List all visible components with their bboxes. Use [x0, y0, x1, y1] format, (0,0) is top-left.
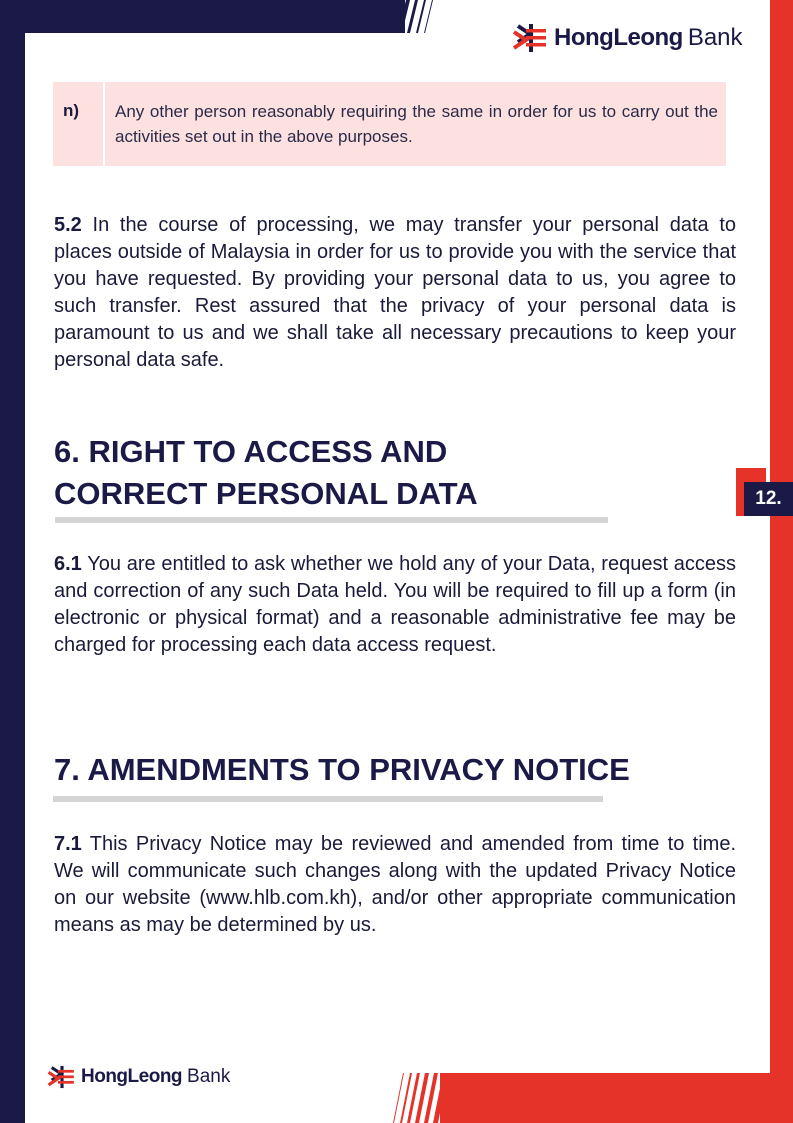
list-item-text: Any other person reasonably requiring the same in order for us to carry out the activities set out in the above purposes.: [115, 102, 718, 146]
section-6-heading: [54, 431, 478, 515]
section-5-2-paragraph: [54, 212, 736, 374]
hong-leong-logo-icon: [512, 20, 550, 56]
clause-number: 5.2: [54, 214, 82, 236]
hong-leong-logo-icon: [47, 1062, 77, 1092]
bottom-stripes-decoration: [393, 1073, 463, 1123]
right-border-bar: [770, 0, 793, 1123]
top-border-bar: [0, 0, 405, 33]
section-6-divider: [55, 517, 608, 523]
brand-suffix: Bank: [187, 1066, 231, 1087]
brand-logo-bottom: [47, 1062, 230, 1092]
top-stripes-decoration: [362, 0, 437, 33]
clause-text: You are entitled to ask whether we hold any of your Data, request access and correction of any such Data held. You will be required to fill up a form (in electronic or physical format) and a reasonable administrative fee may be charged for processing each data access request.: [54, 553, 736, 656]
clause-text: This Privacy Notice may be reviewed and amended from time to time. We will communicate such changes along with the updated Privacy Notice on our website (www.hlb.com.kh), and/or other appropriate communication means as may be determined by us.: [54, 833, 736, 936]
section-6-heading-line2: CORRECT PERSONAL DATA: [54, 476, 478, 511]
brand-name: HongLeong: [81, 1066, 183, 1087]
page-number: 12.: [744, 482, 793, 516]
section-7-1-paragraph: [54, 831, 736, 939]
section-6-1-paragraph: [54, 551, 736, 659]
list-item-n: [53, 82, 726, 166]
list-item-letter: n): [53, 82, 105, 166]
brand-logo-top: [512, 20, 743, 56]
section-6-heading-line1: 6. RIGHT TO ACCESS AND: [54, 434, 448, 469]
brand-suffix: Bank: [687, 24, 743, 51]
clause-text: In the course of processing, we may transfer your personal data to places outside of Malaysia in order for us to provide you with the service that you have requested. By providing your personal data to us, you agree to such transfer. Rest assured that the privacy of your personal data is paramount to us and we shall take all necessary precautions to keep your personal data safe.: [54, 214, 736, 371]
clause-number: 7.1: [54, 833, 82, 855]
section-7-divider: [53, 796, 603, 802]
brand-name: HongLeong: [554, 24, 683, 51]
left-border-bar: [0, 0, 25, 1123]
bottom-border-bar: [440, 1073, 793, 1123]
section-7-heading: 7. AMENDMENTS TO PRIVACY NOTICE: [54, 752, 630, 787]
clause-number: 6.1: [54, 553, 82, 575]
